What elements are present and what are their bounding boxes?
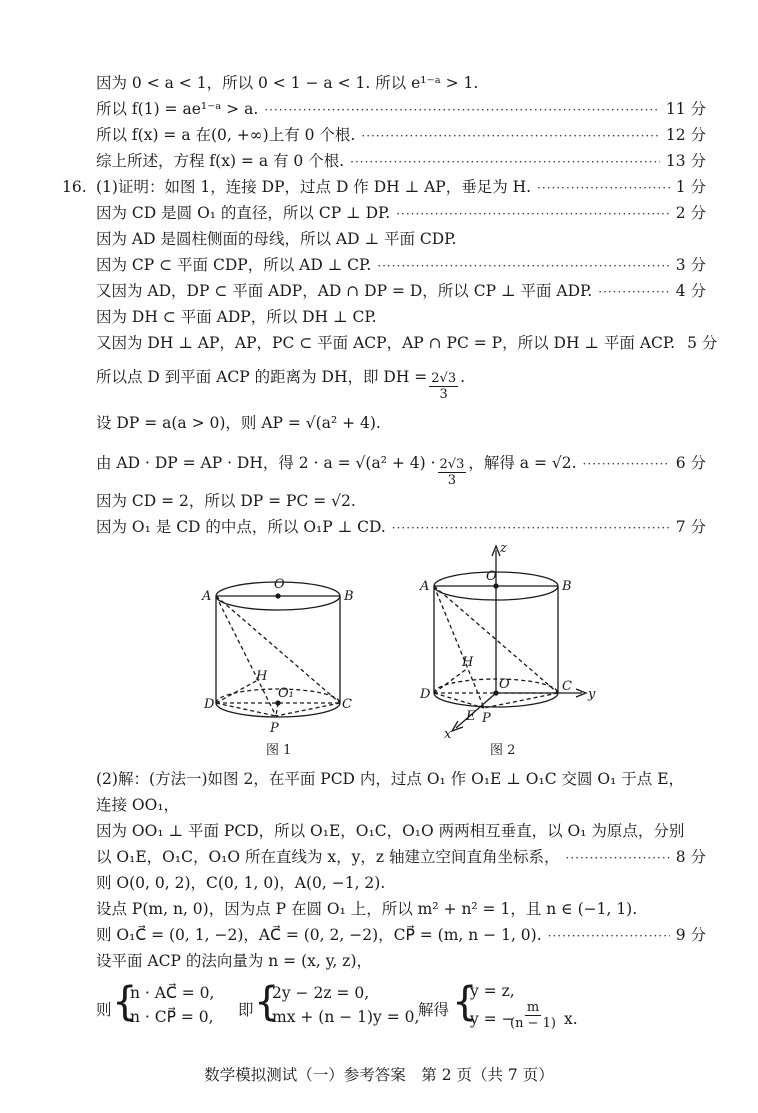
fraction: $\frac{m}{(n - 1)}$ (510, 1000, 556, 1031)
page-footer: 数学模拟测试（一）参考答案 第 2 页（共 7 页） (204, 1066, 554, 1084)
score-label: 3 分 (675, 256, 706, 274)
scored-line: 则 O₁C⃗ = (0, 1, −2)，AC⃗ = (0, 2, −2)，CP⃗ = (m, n − 1, 0). ····· 9 分 (96, 924, 706, 947)
text-line: 因为 CD = 2，所以 DP = PC = √2. (96, 492, 356, 510)
score-label: 9 分 (675, 926, 706, 944)
score-label: 5 分 (687, 334, 718, 352)
figure-1-caption: 图 1 (266, 743, 292, 758)
fraction: $\frac{2√3}{3}$ (439, 457, 465, 488)
dot-leader (548, 925, 670, 947)
score-label: 4 分 (675, 282, 706, 300)
scored-line: 由 AD · DP = AP · DH，得 2 · a = √(a² + 4) · $\frac{2√3}{3}$ ，解得 a = √2. ····· 6 分 (96, 452, 706, 488)
dot-leader (377, 255, 669, 277)
scored-line: 因为 CP ⊂ 平面 CDP，所以 AD ⊥ CP. ····· 3 分 (96, 254, 706, 277)
geometry-figures (190, 540, 610, 762)
fraction: $\frac{2√3}{3}$ (431, 371, 457, 402)
dot-leader (264, 99, 660, 121)
label-h: H (462, 655, 474, 670)
text-line: (2)解：(方法一)如图 2，在平面 PCD 内，过点 O₁ 作 O₁E ⊥ O₁C 交圆 O₁ 于点 E， (96, 770, 685, 788)
label-p: P (270, 721, 279, 736)
dot-leader (537, 177, 670, 199)
score-label: 2 分 (675, 204, 706, 222)
scored-line: 所以 f(1) = ae¹⁻ᵃ > a. ····· 11 分 (96, 98, 706, 121)
text-line: 因为 OO₁ ⊥ 平面 PCD，所以 O₁E，O₁C，O₁O 两两相互垂直，以 O₁ 为原点，分别 (96, 822, 685, 840)
text-line: 设平面 ACP 的法向量为 n = (x, y, z)， (96, 952, 372, 970)
dot-leader (361, 125, 659, 147)
label-o: O (274, 577, 285, 592)
label-c: C (342, 697, 352, 712)
center-point (494, 584, 498, 588)
equation-system: 则 { n · AC⃗ = 0, n · CP⃗ = 0, 即 { 2y − 2z = 0, mx + (n − 1)y = 0, 解得 { y = z, y = − $\frac{m}{(n - 1)}$ x. (96, 979, 578, 1031)
label-c: C (562, 679, 572, 694)
score-label: 12 分 (665, 126, 706, 144)
scored-line: 综上所述，方程 f(x) = a 有 0 个根. ····· 13 分 (96, 150, 706, 173)
text-line: 则 O(0, 0, 2)，C(0, 1, 0)，A(0, −1, 2). (96, 874, 386, 892)
figure-2 (434, 546, 586, 731)
label-o: O (486, 569, 497, 584)
question-number: 16. (62, 178, 87, 196)
figure-1-labels (201, 577, 354, 736)
label-b: B (344, 589, 354, 604)
score-label: 1 分 (675, 178, 706, 196)
label-x: x (444, 727, 452, 742)
scored-line: 又因为 DH ⊥ AP，AP，PC ⊂ 平面 ACP，AP ∩ PC = P，所以 DH ⊥ 平面 ACP. 5 分 (96, 334, 718, 352)
text-line: 因为 DH ⊂ 平面 ADP，所以 DH ⊥ CP. (96, 308, 377, 326)
left-brace: { (112, 979, 138, 1025)
scored-line: 所以 f(x) = a 在(0, +∞)上有 0 个根. ····· 12 分 (96, 124, 706, 147)
text-line: 因为 0 < a < 1，所以 0 < 1 − a < 1. 所以 e¹⁻ᵃ > 1. (96, 74, 479, 92)
label-e: E (466, 709, 476, 724)
dot-leader (566, 847, 670, 869)
text-line: 所以点 D 到平面 ACP 的距离为 DH，即 DH = $\frac{2√3}{3}$ . (96, 368, 466, 402)
figure-2-labels (419, 541, 596, 742)
score-label: 11 分 (665, 100, 706, 118)
score-label: 13 分 (665, 152, 706, 170)
text-line: 因为 AD 是圆柱侧面的母线，所以 AD ⊥ 平面 CDP. (96, 230, 457, 248)
label-h: H (256, 669, 268, 684)
label-d: D (204, 697, 215, 712)
center-point (494, 691, 498, 695)
scored-line: 以 O₁E，O₁C，O₁O 所在直线为 x，y，z 轴建立空间直角坐标系， ····· 8 分 (96, 846, 706, 869)
label-a: A (202, 589, 212, 604)
label-o1: O₁ (278, 686, 294, 701)
text-line: 连接 OO₁， (96, 796, 180, 814)
label-b: B (562, 579, 572, 594)
label-y: y (588, 687, 596, 702)
text-line: 设点 P(m, n, 0)，因为点 P 在圆 O₁ 上，所以 m² + n² = 1，且 n ∈ (−1, 1). (96, 900, 638, 918)
left-brace: { (452, 979, 478, 1025)
score-label: 8 分 (675, 848, 706, 866)
scored-line: 因为 CD 是圆 O₁ 的直径，所以 CP ⊥ DP. ····· 2 分 (96, 202, 706, 225)
label-z: z (500, 541, 507, 556)
center-point (276, 701, 280, 705)
dot-leader (396, 203, 669, 225)
score-label: 7 分 (675, 518, 706, 536)
dot-leader (598, 281, 669, 303)
text-line: 设 DP = a(a > 0)，则 AP = √(a² + 4). (96, 414, 381, 432)
label-d: D (420, 687, 431, 702)
label-a: A (420, 579, 430, 594)
center-point (276, 594, 280, 598)
dot-leader (583, 453, 670, 475)
label-p: P (482, 711, 491, 726)
scored-line: 因为 O₁ 是 CD 的中点，所以 O₁P ⊥ CD. ····· 7 分 (96, 516, 706, 539)
label-o1: O (499, 677, 510, 692)
left-brace: { (254, 979, 280, 1025)
scored-line: (1)证明：如图 1，连接 DP，过点 D 作 DH ⊥ AP，垂足为 H. ····· 1 分 (96, 176, 706, 199)
dot-leader (350, 151, 660, 173)
dot-leader (392, 517, 670, 539)
scored-line: 又因为 AD，DP ⊂ 平面 ADP，AD ∩ DP = D，所以 CP ⊥ 平面 ADP. ····· 4 分 (96, 280, 706, 303)
score-label: 6 分 (675, 454, 706, 472)
figure-2-caption: 图 2 (490, 743, 516, 758)
